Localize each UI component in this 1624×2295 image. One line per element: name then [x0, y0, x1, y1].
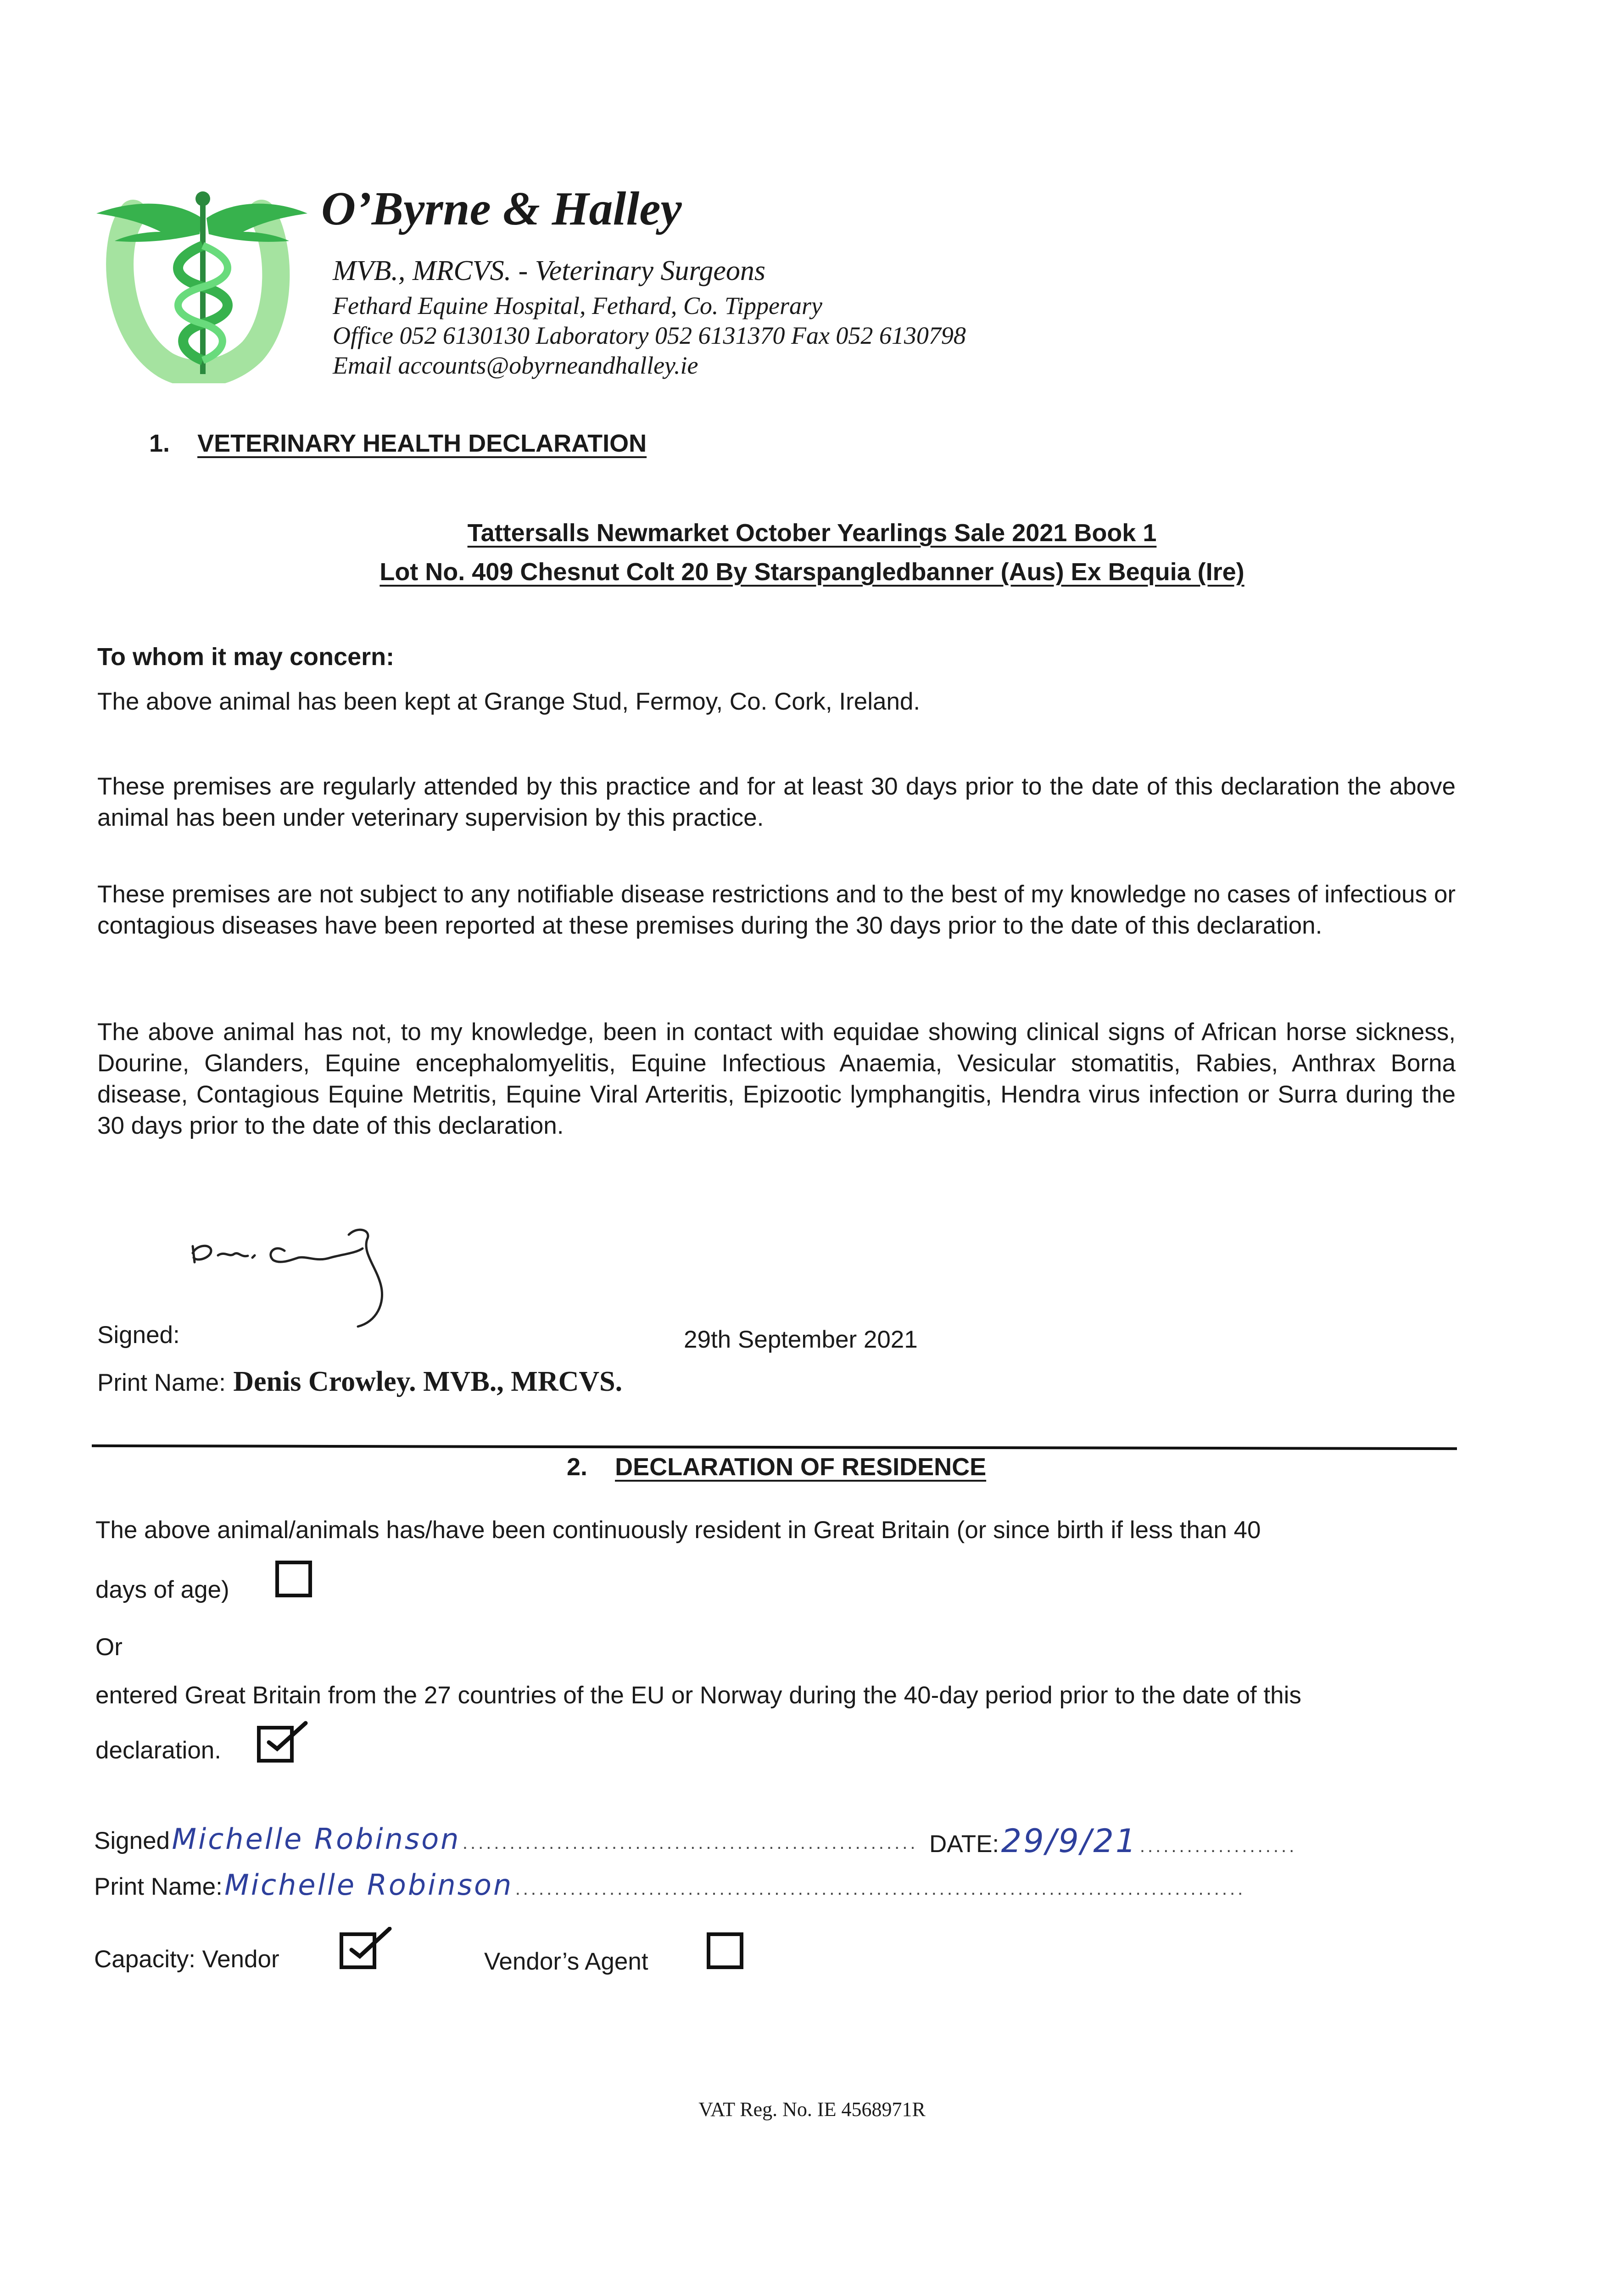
- vet-signed-label: Signed:: [97, 1321, 180, 1349]
- section-divider: [92, 1444, 1457, 1450]
- salutation: To whom it may concern:: [97, 643, 395, 671]
- check-mark-icon: [346, 1927, 396, 1968]
- section2-title: DECLARATION OF RESIDENCE: [615, 1453, 987, 1481]
- vendor-checkbox[interactable]: [340, 1932, 376, 1969]
- residence-option2-text-end: declaration.: [95, 1737, 222, 1764]
- vendors-agent-label: Vendor’s Agent: [484, 1948, 648, 1975]
- capacity-vendor-label: Capacity: Vendor: [94, 1946, 279, 1973]
- section2-number: 2.: [567, 1453, 588, 1481]
- firm-name: O’Byrne & Halley: [321, 182, 682, 235]
- option1-checkbox[interactable]: [275, 1561, 312, 1597]
- paragraph-supervision: These premises are regularly attended by this practice and for at least 30 days prior to the date of this declaration the above animal has been under veterinary supervision by this practice.: [97, 773, 1456, 831]
- print-name-dotted-line: .............................................................................................: [515, 1879, 1246, 1899]
- option2-checkbox[interactable]: [257, 1726, 294, 1763]
- residence-option2-text: entered Great Britain from the 27 countries of the EU or Norway during the 40-day period prior to the date of this: [95, 1682, 1301, 1709]
- vendors-agent-checkbox[interactable]: [707, 1932, 743, 1969]
- caduceus-horseshoe-logo: [92, 181, 312, 383]
- vendor-signature: Michelle Robinson: [172, 1822, 461, 1856]
- vendor-print-name-row: [94, 1868, 1245, 1903]
- date-dotted-line: ....................: [1139, 1836, 1297, 1856]
- vet-signed-date: 29th September 2021: [684, 1326, 918, 1353]
- vendor-date-value: 29/9/21: [1001, 1822, 1138, 1860]
- vendor-print-name-value: Michelle Robinson: [224, 1868, 513, 1902]
- paragraph-restrictions: These premises are not subject to any notifiable disease restrictions and to the best of my knowledge no cases of infectious or contagious diseases have been reported at these premises during the 30 days prior to the date of this declaration.: [97, 881, 1456, 939]
- paragraph-premises: The above animal has been kept at Grange Stud, Fermoy, Co. Cork, Ireland.: [97, 688, 921, 715]
- paragraph-contact: The above animal has not, to my knowledge, been in contact with equidae showing clinical signs of African horse sickness, Dourine, Glanders, Equine encephalomyelitis, Equine Infectious Anaemia, Vesicular stomatitis, Rabies, Anthrax Borna disease, Contagious Equine Metritis, Equine Viral Arteritis, Epizootic lymphangitis, Hendra virus infection or Surra during the 30 days prior to the date of this declaration.: [97, 1019, 1456, 1139]
- firm-phones: Office 052 6130130 Laboratory 052 6131370 Fax 052 6130798: [333, 322, 966, 349]
- residence-option1-text: The above animal/animals has/have been continuously resident in Great Britain (or since birth if less than 40: [95, 1517, 1261, 1544]
- vendor-date-label: DATE:: [929, 1830, 999, 1858]
- residence-option1-text-end: days of age): [95, 1576, 229, 1603]
- vet-print-name-value: Denis Crowley. MVB., MRCVS.: [233, 1366, 623, 1397]
- firm-qualifications: MVB., MRCVS. - Veterinary Surgeons: [333, 255, 766, 286]
- sale-line: Tattersalls Newmarket October Yearlings Sale 2021 Book 1: [467, 519, 1157, 547]
- section2-heading: [567, 1453, 986, 1481]
- vendor-print-name-label: Print Name:: [94, 1873, 223, 1900]
- section1-title: VETERINARY HEALTH DECLARATION: [197, 430, 647, 457]
- vet-print-name-label: Print Name:: [97, 1369, 226, 1396]
- or-label: Or: [95, 1634, 123, 1661]
- vet-signature: [184, 1212, 477, 1349]
- vendor-signed-row: [94, 1822, 918, 1857]
- vendor-signed-label: Signed: [94, 1827, 170, 1854]
- vet-print-name-row: [97, 1366, 622, 1399]
- firm-email: Email accounts@obyrneandhalley.ie: [333, 352, 698, 379]
- lot-line: Lot No. 409 Chesnut Colt 20 By Starspangledbanner (Aus) Ex Bequia (Ire): [379, 558, 1245, 586]
- vendor-date-row: [929, 1822, 1297, 1860]
- firm-address: Fethard Equine Hospital, Fethard, Co. Tipperary: [333, 292, 822, 319]
- signed-dotted-line: ..........................................................: [462, 1833, 918, 1853]
- section1-number: 1.: [149, 430, 170, 457]
- section1-heading: [149, 429, 647, 458]
- vat-registration: VAT Reg. No. IE 4568971R: [698, 2098, 926, 2121]
- check-mark-icon: [263, 1720, 314, 1762]
